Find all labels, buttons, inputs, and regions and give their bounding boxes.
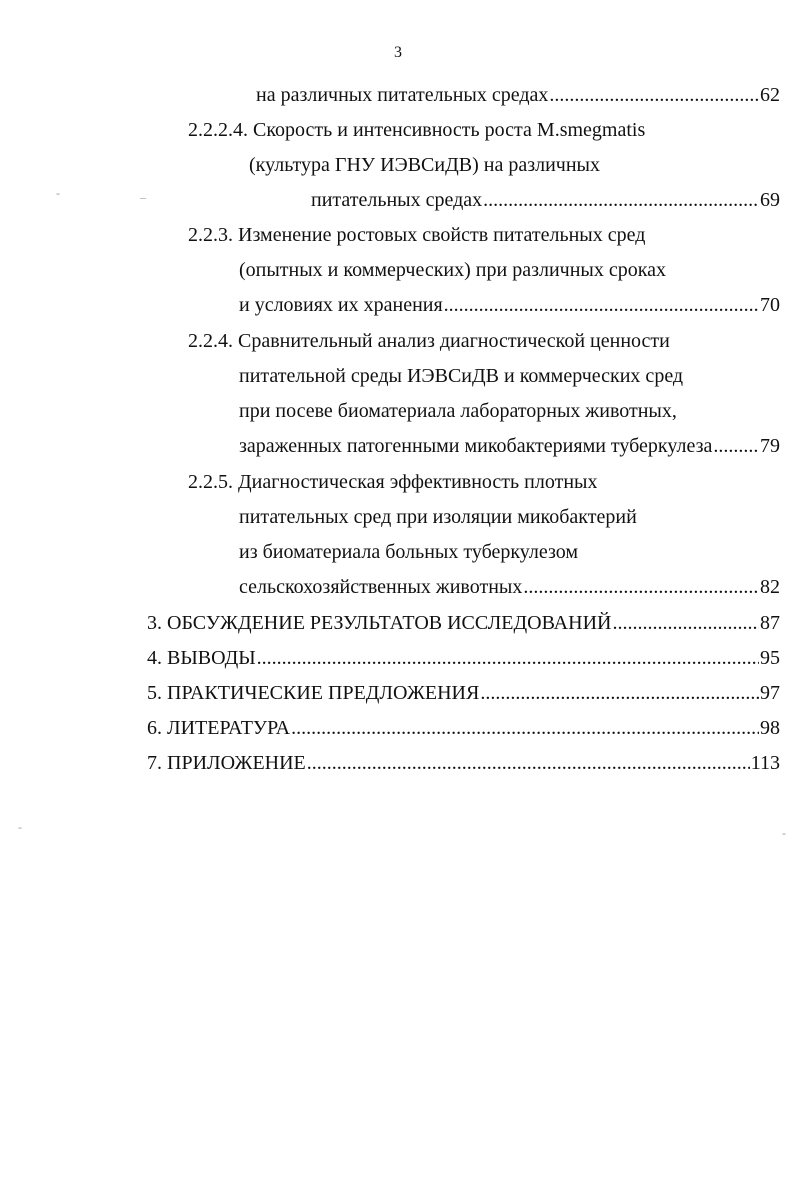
toc-section-4 — [147, 643, 780, 673]
toc-entry-last-line — [239, 572, 780, 602]
toc-page-number: 87 — [760, 612, 780, 634]
toc-entry-text-continued: (культура ГНУ ИЭВСиДВ) на различных — [249, 154, 600, 176]
toc-entry-text-continued: питательной среды ИЭВСиДВ и коммерческих сред — [239, 365, 684, 387]
toc-section-7 — [147, 748, 780, 778]
dot-leader — [713, 431, 759, 461]
toc-entry-text: 5. ПРАКТИЧЕСКИЕ ПРЕДЛОЖЕНИЯ — [147, 682, 480, 704]
toc-page-number: 98 — [760, 717, 780, 739]
toc-entry-text: и условиях их хранения — [239, 294, 443, 316]
toc-entry-number: 2.2.2.4. — [188, 119, 248, 141]
dot-leader — [483, 185, 759, 215]
toc-entry-text: 7. ПРИЛОЖЕНИЕ — [147, 752, 306, 774]
toc-section-3 — [147, 608, 780, 638]
toc-entry-last-line — [239, 431, 780, 461]
toc-entry-text-continued: при посеве биоматериала лабораторных животных, — [239, 400, 677, 422]
toc-entry-text: Диагностическая эффективность плотных — [238, 471, 598, 493]
toc-entry-number: 2.2.4. — [188, 330, 233, 352]
toc-entry-text: Сравнительный анализ диагностической ценности — [238, 330, 670, 352]
toc-section-5 — [147, 678, 780, 708]
dot-leader — [612, 608, 759, 638]
toc-entry-2-2-5 — [188, 467, 597, 497]
scan-speck: - — [56, 186, 60, 200]
toc-entry-number: 2.2.3. — [188, 224, 233, 246]
toc-entry-text-continued: из биоматериала больных туберкулезом — [239, 541, 579, 563]
toc-entry-text: сельскохозяйственных животных — [239, 576, 523, 598]
dot-leader — [444, 290, 759, 320]
toc-page-number: 69 — [760, 189, 780, 211]
toc-entry-text: на различных питательных средах — [256, 84, 549, 106]
toc-page-number: 97 — [760, 682, 780, 704]
dot-leader — [257, 643, 759, 673]
toc-entry-text-continued: (опытных и коммерческих) при различных сроках — [239, 259, 667, 281]
toc-entry-text: Скорость и интенсивность роста M.smegmatis — [253, 119, 646, 141]
toc-entry-text: питательных средах — [311, 189, 483, 211]
toc-entry-text: Изменение ростовых свойств питательных сред — [238, 224, 646, 246]
toc-page-number: 62 — [760, 84, 780, 106]
toc-entry-2-2-4 — [188, 326, 670, 356]
toc-page-number: 82 — [760, 576, 780, 598]
toc-page-number: 113 — [750, 752, 780, 774]
dot-leader — [291, 713, 759, 743]
toc-entry-number: 2.2.5. — [188, 471, 233, 493]
toc-entry-text: зараженных патогенными микобактериями туберкулеза — [239, 435, 713, 457]
page-number: 3 — [394, 44, 402, 61]
toc-entry-text: 4. ВЫВОДЫ — [147, 647, 256, 669]
toc-page-number: 95 — [760, 647, 780, 669]
toc-entry-text: 6. ЛИТЕРАТУРА — [147, 717, 291, 739]
toc-entry-2-2-3 — [188, 220, 645, 250]
scan-speck: - — [18, 820, 22, 834]
dot-leader — [307, 748, 750, 778]
dot-leader — [480, 678, 759, 708]
dot-leader — [549, 80, 759, 110]
toc-page-number: 70 — [760, 294, 780, 316]
toc-entry-last-line — [311, 185, 780, 215]
toc-page-number: 79 — [760, 435, 780, 457]
toc-entry-text: 3. ОБСУЖДЕНИЕ РЕЗУЛЬТАТОВ ИССЛЕДОВАНИЙ — [147, 612, 612, 634]
toc-entry-2-2-2-4 — [188, 115, 645, 145]
toc-entry-continuation — [256, 80, 780, 110]
toc-entry-text-continued: питательных сред при изоляции микобактерий — [239, 506, 637, 528]
scan-speck: - — [782, 826, 786, 840]
toc-entry-last-line — [239, 290, 780, 320]
toc-section-6 — [147, 713, 780, 743]
scan-speck: – — [140, 190, 146, 204]
dot-leader — [523, 572, 759, 602]
